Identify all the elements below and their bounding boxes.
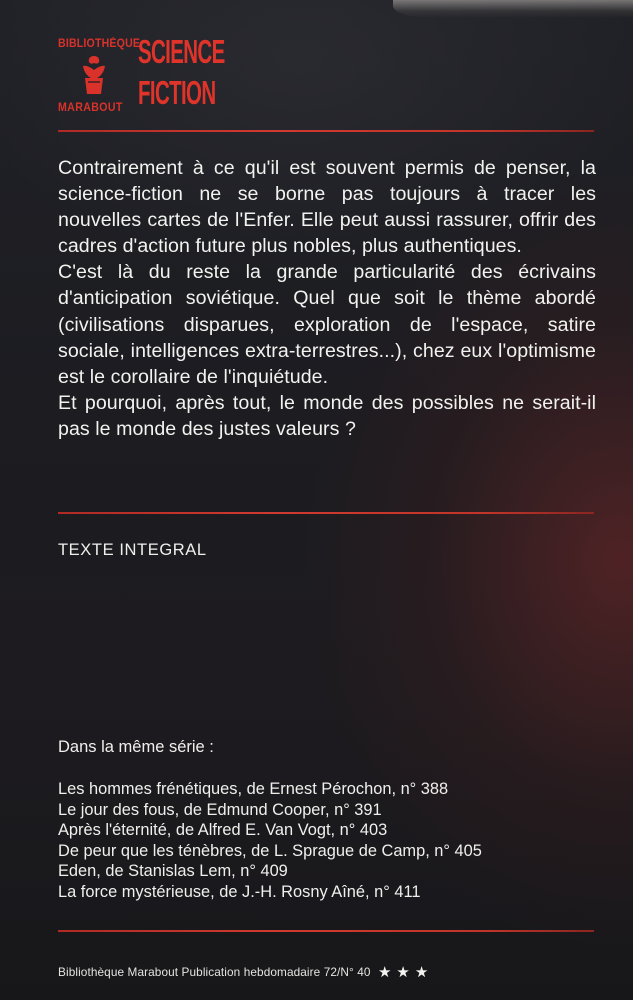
blurb-paragraph: C'est là du reste la grande particularité des écrivains d'anticipation soviétique. Quel que soit le thème abordé (civilisations disparues, exploration de l'espace, satire sociale, intelligences extra-terrestres...), chez eux l'optimisme est le corollaire de l'inquiétude. <box>58 261 596 388</box>
divider-middle <box>58 512 594 514</box>
publication-footer <box>58 963 433 981</box>
logo-line-top: BIBLIOTHÈQUE <box>58 38 141 50</box>
list-item: Après l'éternité, de Alfred E. Van Vogt, n° 403 <box>58 821 388 840</box>
blurb-paragraph: Contrairement à ce qu'il est souvent permis de penser, la science-fiction ne se borne pas toujours à tracer les nouvelles cartes de l'Enfer. Elle peut aussi rassurer, offrir des cadres d'action future plus nobles, plus authentiques. <box>58 157 596 258</box>
blurb-paragraph: Et pourquoi, après tout, le monde des possibles ne serait-il pas le monde des justes valeurs ? <box>58 391 596 440</box>
list-item: La force mystérieuse, de J.-H. Rosny Aîné, n° 411 <box>58 882 421 901</box>
logo-word-fiction: FICTION <box>138 74 216 111</box>
logo-line-bottom: MARABOUT <box>58 102 123 114</box>
logo-word-science: SCIENCE <box>138 33 225 70</box>
list-item: Eden, de Stanislas Lem, n° 409 <box>58 862 288 881</box>
edition-note: TEXTE INTEGRAL <box>58 541 207 559</box>
divider-bottom <box>58 930 594 932</box>
series-heading: Dans la même série : <box>58 738 214 756</box>
publisher-logo <box>58 33 225 120</box>
marabout-bird-icon <box>80 54 108 96</box>
cover-wear-mark <box>393 0 633 18</box>
footer-text: Bibliothèque Marabout Publication hebdomadaire 72/N° 40 <box>58 965 371 979</box>
list-item: De peur que les ténèbres, de L. Sprague de Camp, n° 405 <box>58 841 482 860</box>
list-item: Les hommes frénétiques, de Ernest Pérochon, n° 388 <box>58 780 449 798</box>
divider-top <box>58 130 594 132</box>
blurb-text <box>58 155 596 442</box>
series-list <box>58 779 482 903</box>
rating-stars-icon: ★★★ <box>377 964 434 981</box>
list-item: Le jour des fous, de Edmund Cooper, n° 391 <box>58 800 382 819</box>
